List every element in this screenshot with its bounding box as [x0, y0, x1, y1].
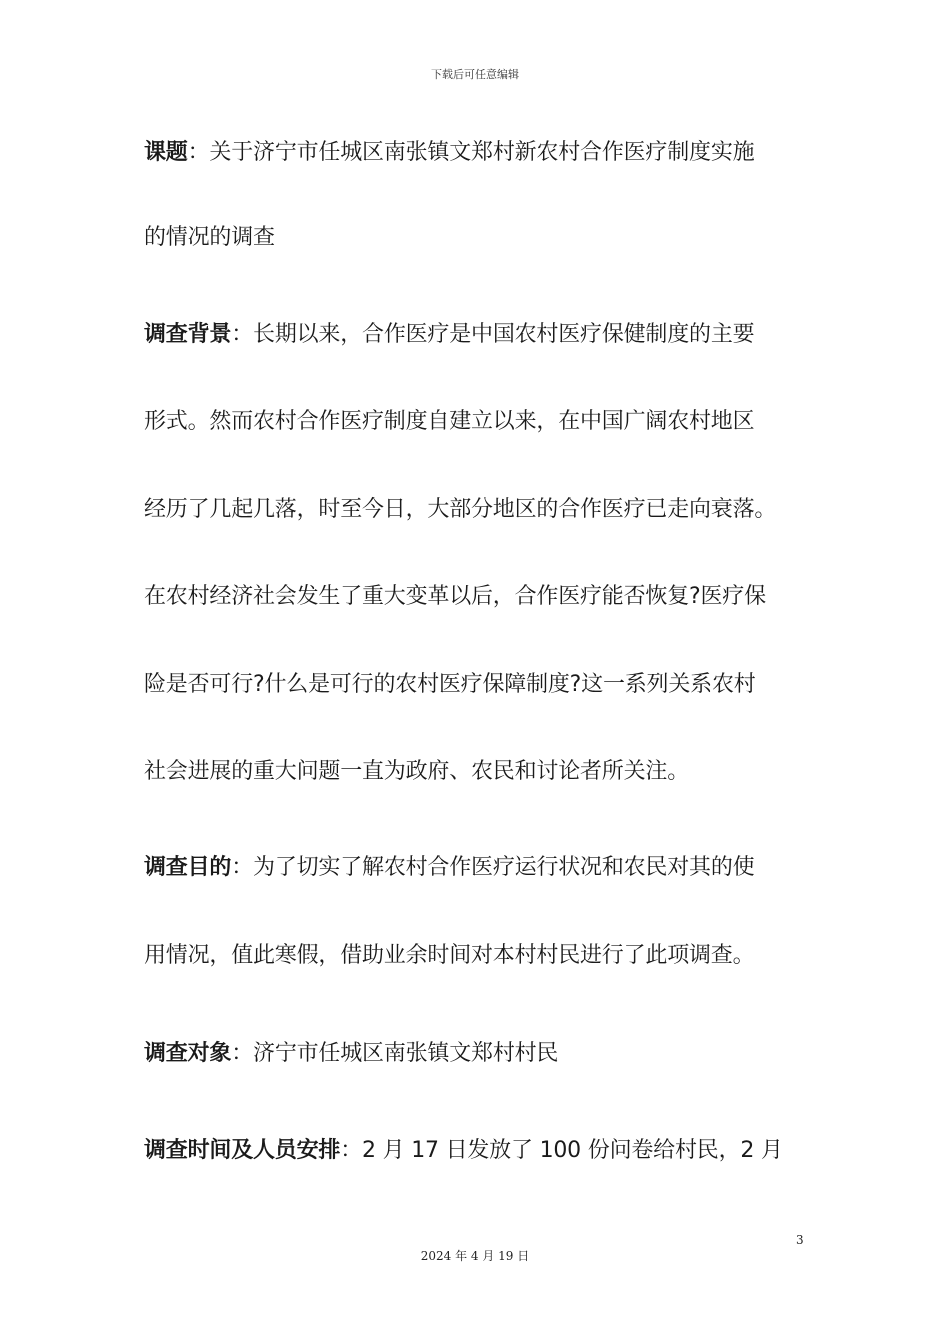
- subject-text-1: 济宁市任城区南张镇文郑村村民: [253, 1041, 559, 1066]
- background-text-2: 形式。然而农村合作医疗制度自建立以来，在中国广阔农村地区: [144, 409, 755, 434]
- topic-line-1: [144, 138, 754, 168]
- purpose-text-1: 为了切实了解农村合作医疗运行状况和农民对其的使: [253, 855, 755, 880]
- purpose-label: 调查目的: [144, 855, 232, 880]
- purpose-colon: ：: [231, 855, 254, 880]
- background-label: 调查背景: [144, 322, 232, 347]
- topic-label: 课题: [144, 140, 188, 165]
- background-line-5: [144, 670, 756, 700]
- background-line-2: [144, 407, 754, 437]
- subject-colon: ：: [231, 1041, 254, 1066]
- topic-colon: ：: [187, 140, 210, 165]
- background-line-1: [144, 320, 754, 350]
- background-line-3: [144, 495, 776, 525]
- schedule-text-1: 2 月 17 日发放了 100 份问卷给村民，2 月: [362, 1138, 783, 1163]
- purpose-text-2: 用情况，值此寒假，借助业余时间对本村村民进行了此项调查。: [144, 943, 755, 968]
- background-text-6: 社会进展的重大问题一直为政府、农民和讨论者所关注。: [144, 759, 690, 784]
- schedule-line-1: [144, 1136, 783, 1166]
- page-number: 3: [796, 1233, 804, 1247]
- background-line-6: [144, 757, 689, 787]
- subject-line-1: [144, 1039, 558, 1069]
- subject-label: 调查对象: [144, 1041, 232, 1066]
- header-note: 下载后可任意编辑: [431, 68, 519, 81]
- purpose-line-2: [144, 941, 754, 971]
- topic-text-1: 关于济宁市任城区南张镇文郑村新农村合作医疗制度实施: [209, 140, 755, 165]
- purpose-line-1: [144, 853, 754, 883]
- background-text-5: 险是否可行?什么是可行的农村医疗保障制度?这一系列关系农村: [144, 672, 756, 697]
- background-text-1: 长期以来，合作医疗是中国农村医疗保健制度的主要: [253, 322, 755, 347]
- topic-line-2: [144, 223, 275, 253]
- schedule-label: 调查时间及人员安排: [144, 1138, 341, 1163]
- schedule-colon: ：: [340, 1138, 363, 1163]
- background-colon: ：: [231, 322, 254, 347]
- background-text-4: 在农村经济社会发生了重大变革以后，合作医疗能否恢复?医疗保: [144, 584, 766, 609]
- topic-text-2: 的情况的调查: [144, 225, 275, 250]
- background-text-3: 经历了几起几落，时至今日，大部分地区的合作医疗已走向衰落。: [144, 497, 777, 522]
- footer-date: 2024 年 4 月 19 日: [420, 1249, 530, 1263]
- background-line-4: [144, 582, 766, 612]
